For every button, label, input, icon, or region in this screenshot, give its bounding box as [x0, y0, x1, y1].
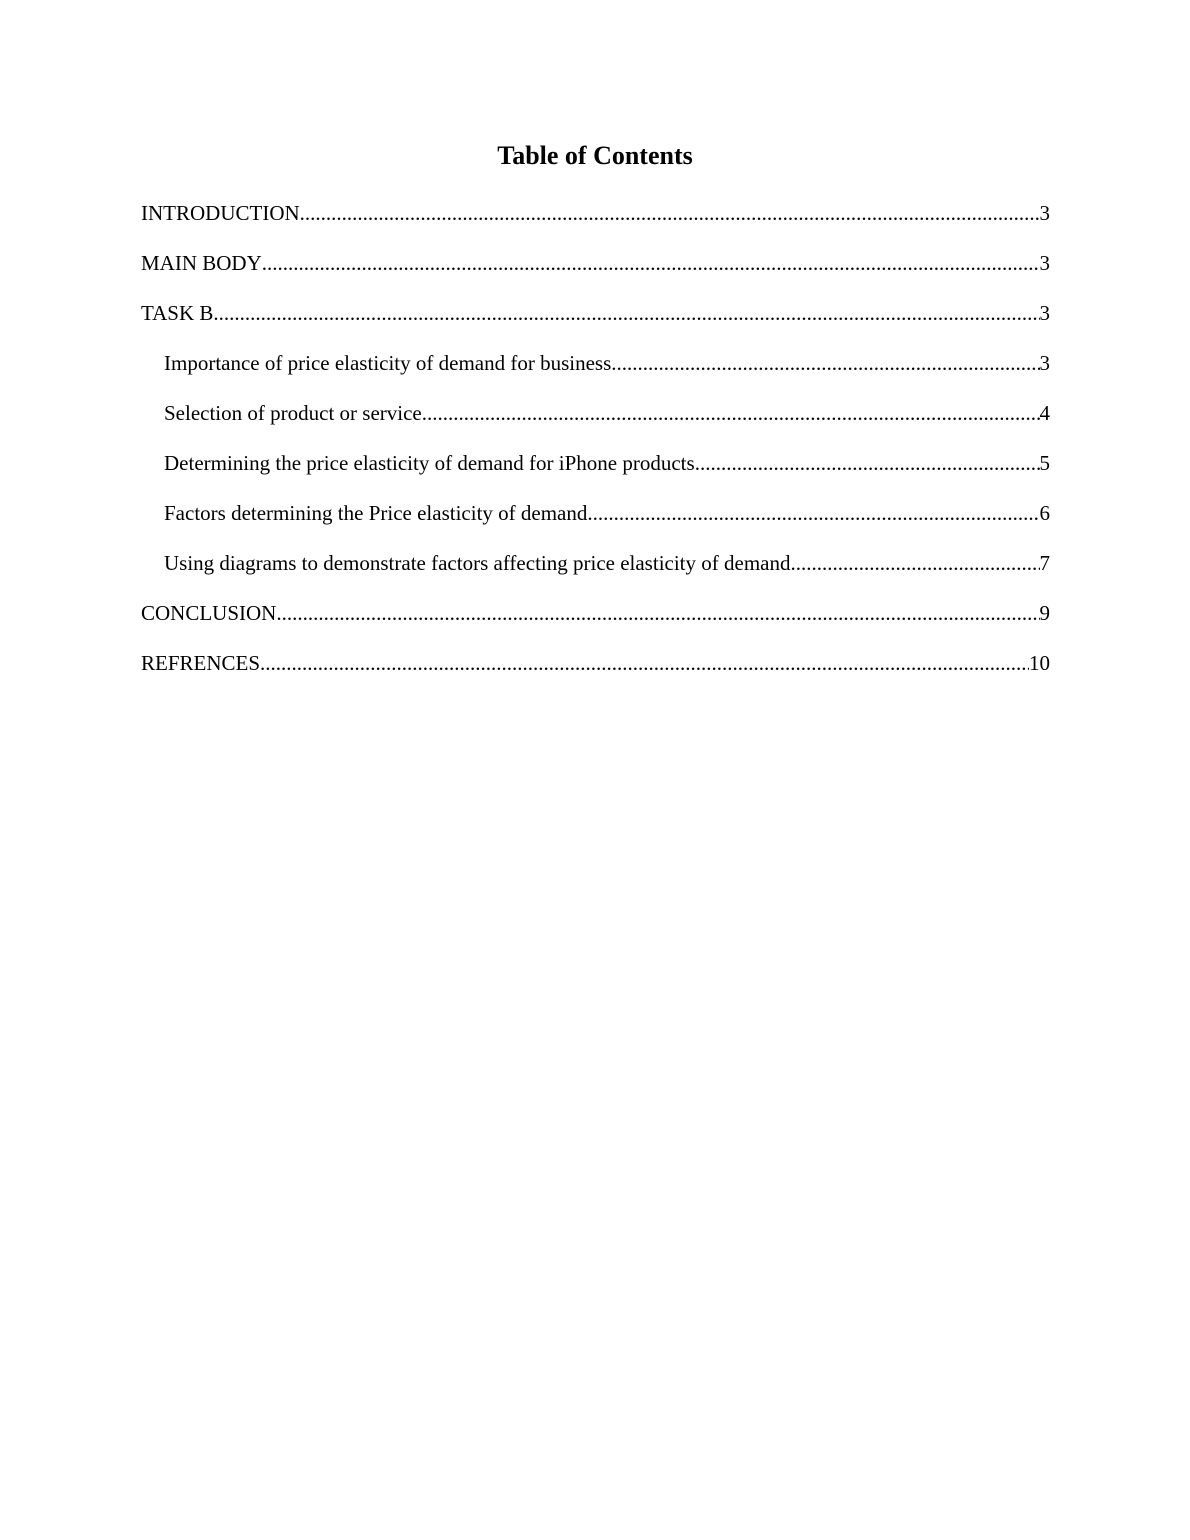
toc-page-number: 7: [1039, 551, 1050, 575]
toc-dot-leader: [611, 347, 1039, 379]
toc-page-number: 6: [1039, 501, 1050, 525]
toc-entry-conclusion[interactable]: [141, 597, 1050, 647]
toc-entry-selection-of-product[interactable]: [141, 397, 1050, 447]
toc-entry-label: REFRENCES: [141, 651, 261, 675]
toc-entry-main-body[interactable]: [141, 247, 1050, 297]
toc-dot-leader: [422, 397, 1040, 429]
toc-entry-using-diagrams[interactable]: [141, 547, 1050, 597]
toc-dot-leader: [276, 597, 1039, 629]
toc-entry-determining-ped-iphone[interactable]: [141, 447, 1050, 497]
toc-entry-label: Selection of product or service: [164, 401, 422, 425]
toc-entry-label: Importance of price elasticity of demand for business: [164, 351, 612, 375]
toc-page-number: 4: [1039, 401, 1050, 425]
toc-entry-importance-of-ped[interactable]: [141, 347, 1050, 397]
toc-entry-task-b[interactable]: [141, 297, 1050, 347]
toc-entry-label: INTRODUCTION: [141, 201, 300, 225]
toc-page-number: 10: [1029, 651, 1050, 675]
toc-title: Table of Contents: [497, 141, 693, 170]
toc-entry-label: Factors determining the Price elasticity of demand: [164, 501, 588, 525]
toc-page-number: 3: [1039, 251, 1050, 275]
toc-dot-leader: [300, 197, 1040, 229]
toc-dot-leader: [587, 497, 1039, 529]
toc-entry-label: Determining the price elasticity of demand for iPhone products: [164, 451, 695, 475]
toc-entry-label: CONCLUSION: [141, 601, 277, 625]
toc-page-number: 3: [1039, 201, 1050, 225]
toc-entry-introduction[interactable]: [141, 197, 1050, 247]
toc-dot-leader: [262, 247, 1040, 279]
toc-dot-leader: [260, 647, 1029, 679]
toc-page-number: 5: [1039, 451, 1050, 475]
toc-entry-label: TASK B: [141, 301, 214, 325]
toc-entry-factors-determining-ped[interactable]: [141, 497, 1050, 547]
toc-dot-leader: [790, 547, 1039, 579]
toc-entry-label: MAIN BODY: [141, 251, 262, 275]
toc-page-number: 9: [1039, 601, 1050, 625]
toc-dot-leader: [213, 297, 1039, 329]
toc-dot-leader: [695, 447, 1040, 479]
toc-page-number: 3: [1039, 351, 1050, 375]
toc-list: [141, 197, 1050, 697]
toc-page-number: 3: [1039, 301, 1050, 325]
toc-entry-refrences[interactable]: [141, 647, 1050, 697]
toc-entry-label: Using diagrams to demonstrate factors affecting price elasticity of demand: [164, 551, 791, 575]
